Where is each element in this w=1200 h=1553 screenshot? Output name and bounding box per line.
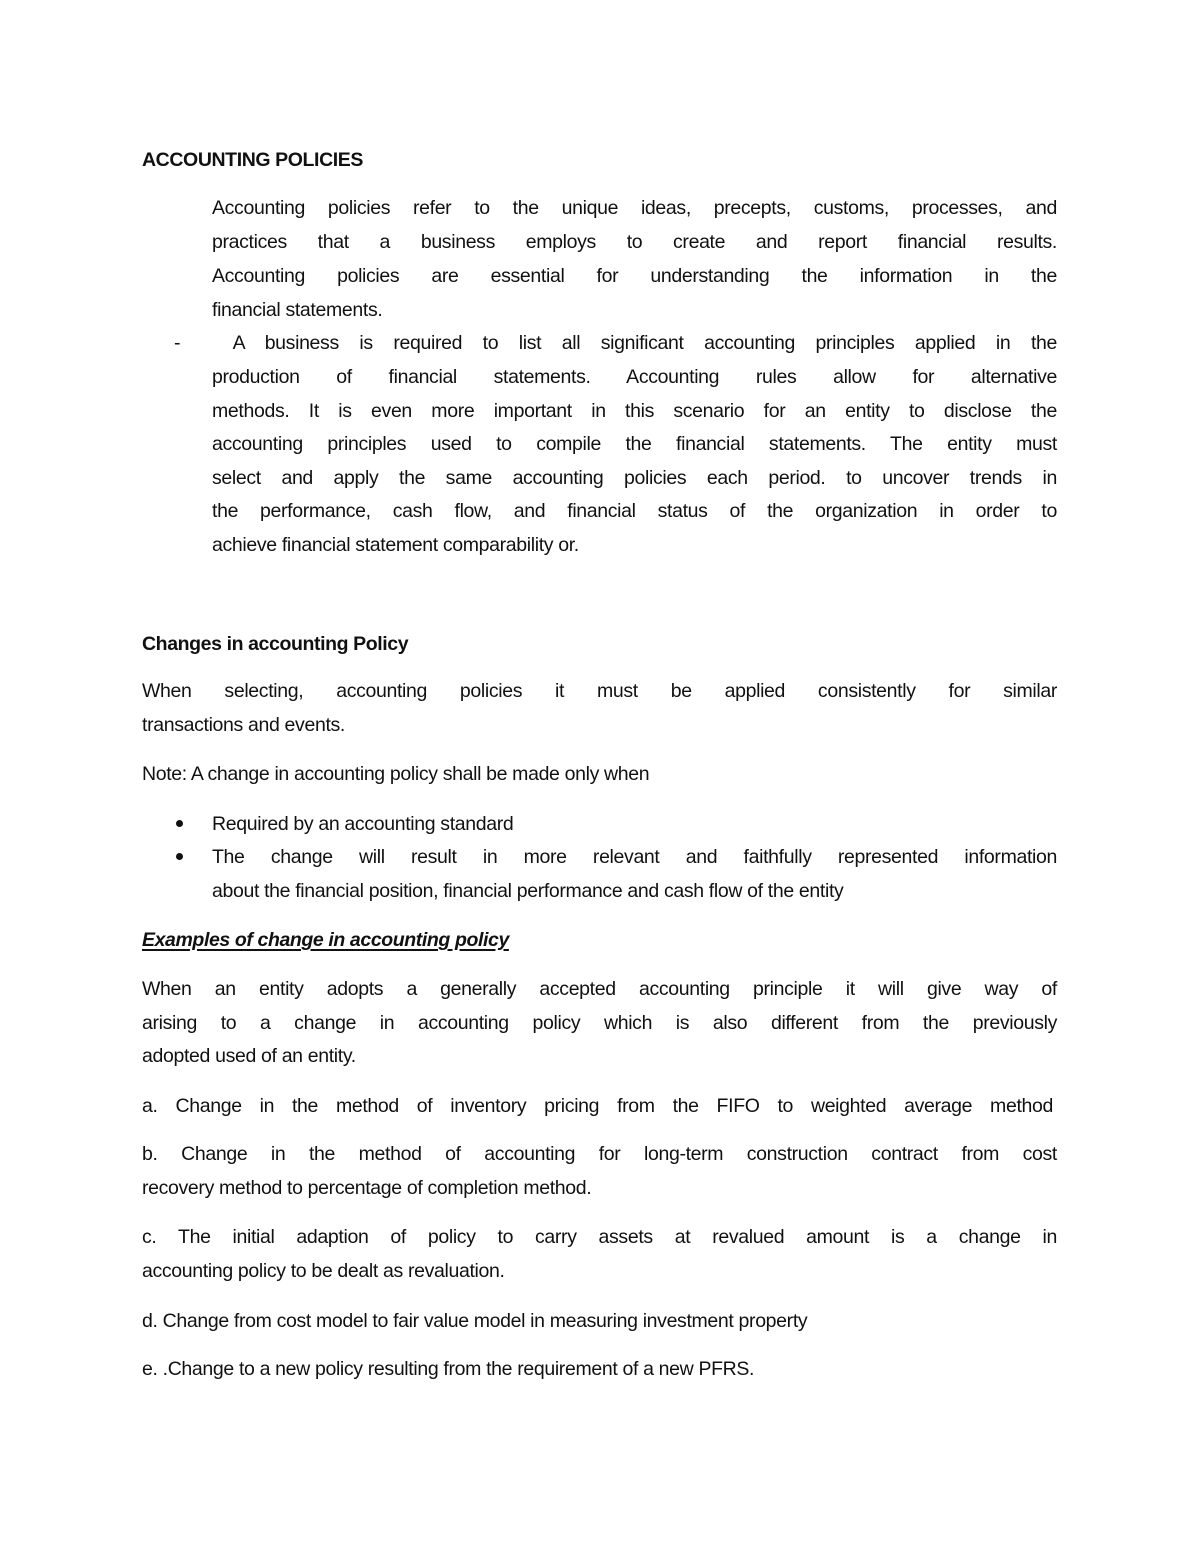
- paragraph-line: the performance, cash flow, and financial status of the organization in order to: [212, 500, 1057, 522]
- example-item-c: c. The initial adaption of policy to carry assets at revalued amount is a change in: [142, 1226, 1057, 1248]
- paragraph-line: production of financial statements. Accounting rules allow for alternative: [212, 366, 1057, 388]
- paragraph-line: A business is required to list all significant accounting principles applied in the: [212, 332, 1057, 354]
- example-item-c-cont: accounting policy to be dealt as revaluation.: [142, 1260, 505, 1282]
- paragraph-line: When selecting, accounting policies it must be applied consistently for similar: [142, 680, 1057, 702]
- section-heading-accounting-policies: ACCOUNTING POLICIES: [142, 149, 363, 171]
- paragraph-line: adopted used of an entity.: [142, 1045, 356, 1067]
- paragraph-line: practices that a business employs to create and report financial results.: [212, 231, 1057, 253]
- note-line: Note: A change in accounting policy shall be made only when: [142, 763, 650, 785]
- paragraph-line: methods. It is even more important in this scenario for an entity to disclose the: [212, 400, 1057, 422]
- bullet-text: The change will result in more relevant and faithfully represented information: [212, 846, 1057, 868]
- example-item-b-cont: recovery method to percentage of completion method.: [142, 1177, 592, 1199]
- bullet-text: about the financial position, financial performance and cash flow of the entity: [212, 880, 844, 902]
- bullet-text: Required by an accounting standard: [212, 813, 514, 835]
- bullet-icon: [176, 820, 183, 827]
- paragraph-line: Accounting policies are essential for understanding the information in the: [212, 265, 1057, 287]
- dash-marker: -: [174, 332, 181, 354]
- paragraph-line: transactions and events.: [142, 714, 345, 736]
- paragraph-line: select and apply the same accounting policies each period. to uncover trends in: [212, 467, 1057, 489]
- section-heading-changes: Changes in accounting Policy: [142, 633, 409, 655]
- section-heading-examples: Examples of change in accounting policy: [142, 929, 509, 951]
- example-item-a: a. Change in the method of inventory pricing from the FIFO to weighted average method: [142, 1095, 1053, 1117]
- bullet-icon: [176, 853, 183, 860]
- paragraph-line: arising to a change in accounting policy which is also different from the previously: [142, 1012, 1057, 1034]
- example-item-e: e. .Change to a new policy resulting from the requirement of a new PFRS.: [142, 1358, 755, 1380]
- paragraph-line: achieve financial statement comparability or.: [212, 534, 579, 556]
- example-item-d: d. Change from cost model to fair value model in measuring investment property: [142, 1310, 808, 1332]
- paragraph-line: When an entity adopts a generally accepted accounting principle it will give way of: [142, 978, 1057, 1000]
- paragraph-line: financial statements.: [212, 299, 383, 321]
- paragraph-line: Accounting policies refer to the unique ideas, precepts, customs, processes, and: [212, 197, 1057, 219]
- example-item-b: b. Change in the method of accounting for long-term construction contract from cost: [142, 1143, 1057, 1165]
- paragraph-line: accounting principles used to compile the financial statements. The entity must: [212, 433, 1057, 455]
